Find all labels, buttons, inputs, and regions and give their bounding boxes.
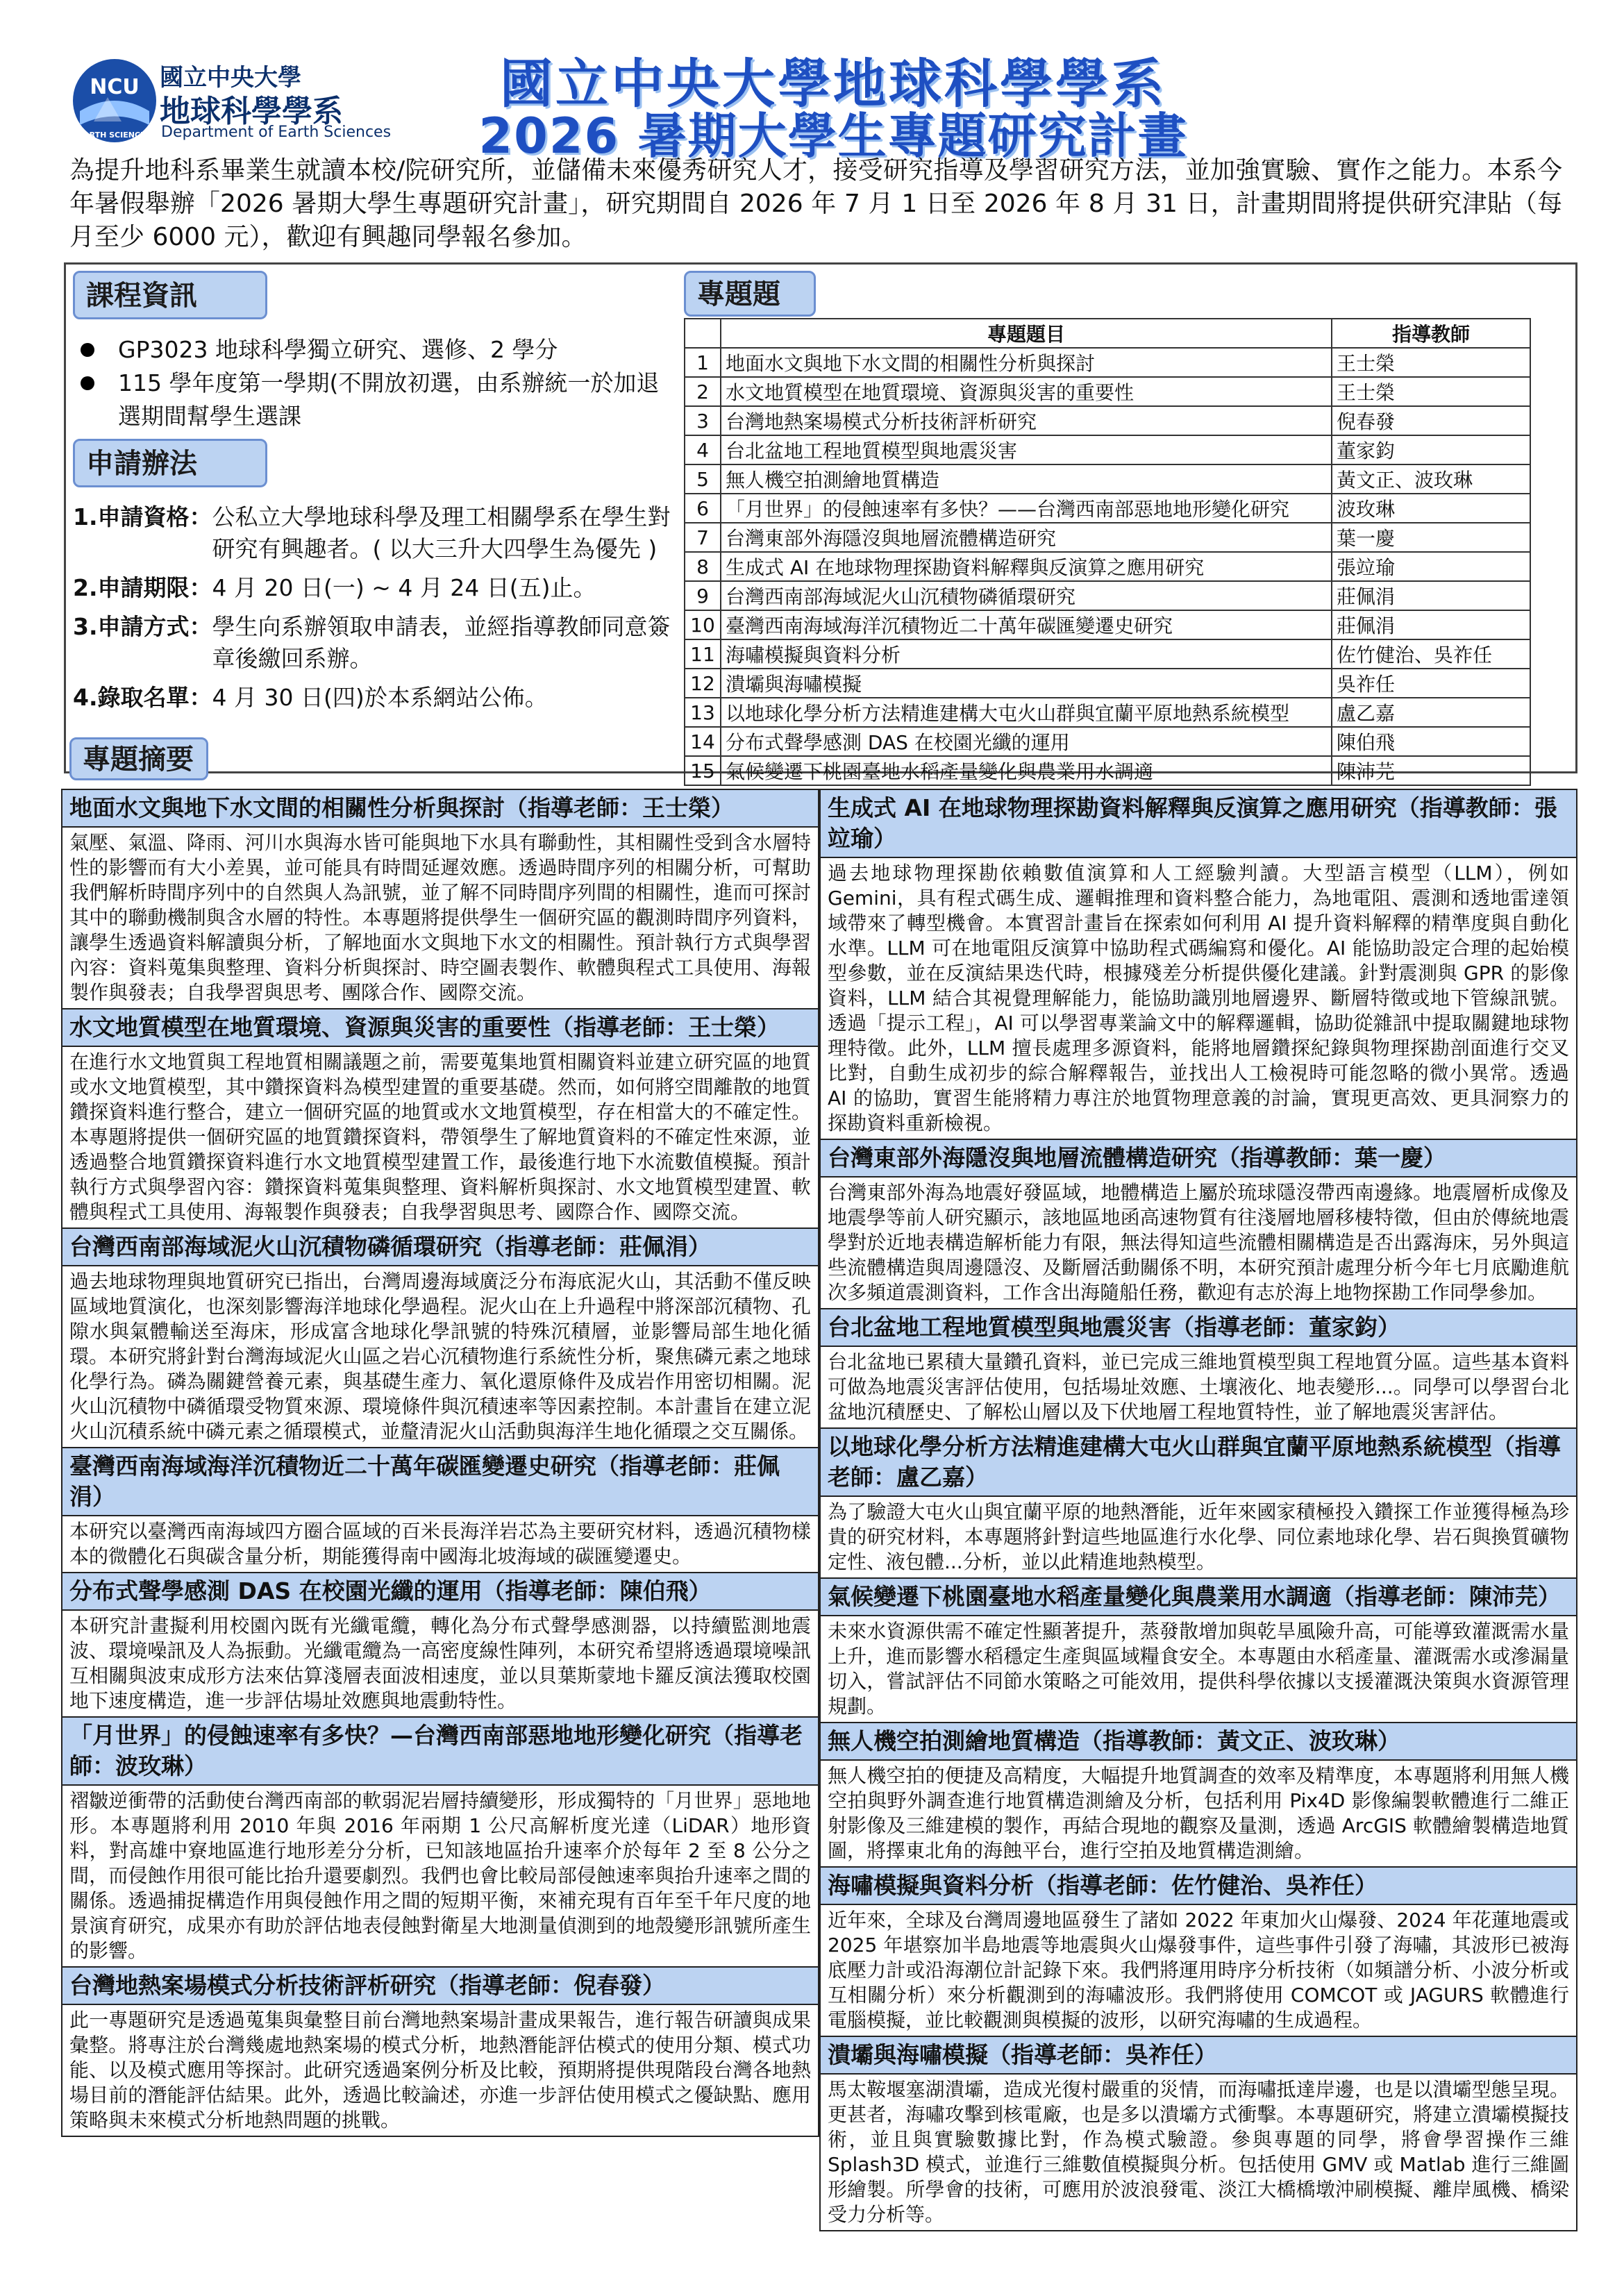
abstract-body: 在進行水文地質與工程地質相關議題之前，需要蒐集地質相關資料並建立研究區的地質或水文地質模型，其中鑽探資料為模型建置的重要基礎。然而，如何將空間離散的地質鑽探資料進行整合，建立一個研究區的地質或水文地質模型，存在相當大的不確定性。本專題將提供一個研究區的地質鑽探資料，帶領學生了解地質資料的不確定性來源，並透過整合地質鑽探資料進行水文地質模型建置工作，最後進行地下水流數值模擬。預計執行方式與學習內容：鑽探資料蒐集與整理、資料解析與探討、水文地質模型建置、軟體與程式工具使用、海報製作與發表；自我學習與思考、國際合作、國際交流。 (69, 1050, 811, 1223)
topic-title: 分布式聲學感測 DAS 在校園光纖的運用 (721, 727, 1332, 756)
abstract-block (61, 1227, 819, 1448)
topic-number: 8 (685, 552, 721, 581)
apply-item (73, 611, 677, 675)
topic-advisor: 莊佩涓 (1332, 610, 1530, 639)
abstract-block (819, 1139, 1577, 1309)
topic-advisor: 王士榮 (1332, 377, 1530, 406)
abstract-body: 褶皺逆衝帶的活動使台灣西南部的軟弱泥岩層持續變形，形成獨特的「月世界」惡地地形。本專題將利用 2010 年與 2016 年兩期 1 公尺高解析度光達（LiDAR）地形資料，對高雄中寮地區進行地形差分分析，已知該地區抬升速率介於每年 2 至 8 公分之間，而侵蝕作用很可能比抬升還要劇烈。我們也會比較局部侵蝕速率與抬升速率之間的關係。透過捕捉構造作用與侵蝕作用之間的短期平衡，來補充現有百年至千年尺度的地景演育研究，成果亦有助於評估地表侵蝕對衛星大地測量偵測到的地殼變形訊號所產生的影響。 (69, 1789, 811, 1962)
course-info-item: GP3023 地球科學獨立研究、選修、2 學分 (76, 333, 667, 367)
topic-advisor: 葉一慶 (1332, 523, 1530, 552)
topic-title: 無人機空拍測繪地質構造 (721, 464, 1332, 494)
topic-number: 14 (685, 727, 721, 756)
dept-name-zh-1: 國立中央大學 (160, 64, 301, 92)
abstract-block (819, 1722, 1577, 1868)
abstract-block (819, 1427, 1577, 1579)
apply-method-list (73, 501, 677, 721)
table-row (685, 523, 1530, 552)
abstract-body: 無人機空拍的便捷及高精度，大幅提升地質調查的效率及精準度，本專題將利用無人機空拍與野外調查進行地質構造測繪及分析，包括利用 Pix4D 影像編製軟體進行二維正射影像及三維建模的製作，再結合現地的觀察及量測，透過 ArcGIS 軟體繪製構造地質圖，將擇東北角的海蝕平台，進行空拍及地質構造測繪。 (828, 1764, 1569, 1862)
topics-heading: 專題題 (684, 271, 816, 317)
table-row (685, 552, 1530, 581)
topic-advisor: 張竝瑜 (1332, 552, 1530, 581)
topic-number: 11 (685, 639, 721, 669)
abstract-block (61, 1716, 819, 1968)
apply-item-label: 3.申請方式： (73, 613, 212, 640)
topic-number: 10 (685, 610, 721, 639)
course-info-item: 115 學年度第一學期(不開放初選，由系辦統一於加退選期間幫學生選課 (76, 367, 667, 433)
table-row (685, 435, 1530, 464)
table-row (685, 639, 1530, 669)
abstracts-right-column (819, 790, 1577, 2231)
abstract-title: 生成式 AI 在地球物理探勘資料解釋與反演算之應用研究（指導教師：張竝瑜） (821, 790, 1576, 858)
topic-advisor: 吳祚任 (1332, 669, 1530, 698)
abstract-title: 海嘯模擬與資料分析（指導老師：佐竹健治、吳祚任） (821, 1868, 1576, 1905)
topics-table (684, 318, 1531, 786)
apply-item-text: 公私立大學地球科學及理工相關學系在學生對研究有興趣者。( 以大三升大四學生為優先 ) (212, 503, 671, 562)
table-row (685, 727, 1530, 756)
table-row (685, 698, 1530, 727)
topic-title: 海嘯模擬與資料分析 (721, 639, 1332, 669)
page-title-line2: 2026 暑期大學生專題研究計畫 (478, 108, 1188, 165)
abstract-title: 分布式聲學感測 DAS 在校園光纖的運用（指導老師：陳伯飛） (62, 1573, 818, 1611)
abstract-body: 本研究以臺灣西南海域四方圈合區域的百米長海洋岩芯為主要研究材料，透過沉積物樣本的微體化石與碳含量分析，期能獲得南中國海北坡海域的碳匯變遷史。 (69, 1520, 811, 1568)
topic-title: 潰壩與海嘯模擬 (721, 669, 1332, 698)
apply-item (73, 572, 677, 604)
topic-title: 生成式 AI 在地球物理探勘資料解釋與反演算之應用研究 (721, 552, 1332, 581)
abstract-body: 為了驗證大屯火山與宜蘭平原的地熱潛能，近年來國家積極投入鑽探工作並獲得極為珍貴的研究材料，本專題將針對這些地區進行水化學、同位素地球化學、岩石與換質礦物定性、液包體...分析，並以此精進地熱模型。 (828, 1500, 1569, 1573)
apply-item-text: 4 月 20 日(一) ~ 4 月 24 日(五)止。 (212, 574, 596, 601)
topic-title: 氣候變遷下桃園臺地水稻產量變化與農業用水調適 (721, 756, 1332, 785)
topic-title: 水文地質模型在地質環境、資源與災害的重要性 (721, 377, 1332, 406)
topic-number: 13 (685, 698, 721, 727)
ncu-earth-sciences-logo-icon (69, 56, 160, 146)
course-info-heading: 課程資訊 (73, 271, 267, 319)
page-header (0, 0, 1624, 165)
topic-advisor: 倪春發 (1332, 406, 1530, 435)
apply-item-label: 4.錄取名單： (73, 684, 212, 711)
abstract-title: 無人機空拍測繪地質構造（指導教師：黃文正、波玫琳） (821, 1723, 1576, 1761)
apply-item-label: 2.申請期限： (73, 574, 212, 601)
topic-advisor: 黃文正、波玫琳 (1332, 464, 1530, 494)
abstract-block (61, 1572, 819, 1718)
apply-item (73, 501, 677, 565)
topic-advisor: 陳沛芫 (1332, 756, 1530, 785)
abstracts-left-column (61, 790, 819, 2137)
dept-name-en: Department of Earth Sciences (161, 124, 392, 141)
topic-number: 1 (685, 348, 721, 377)
abstract-block (819, 1577, 1577, 1723)
topic-advisor: 盧乙嘉 (1332, 698, 1530, 727)
table-row (685, 464, 1530, 494)
topic-number: 9 (685, 581, 721, 610)
abstract-block (819, 1866, 1577, 2037)
abstract-body: 本研究計畫擬利用校園內既有光纖電纜，轉化為分布式聲學感測器，以持續監測地震波、環境噪訊及人為振動。光纖電纜為一高密度線性陣列，本研究希望將透過環境噪訊互相關與波束成形方法來估算淺層表面波相速度，並以貝葉斯蒙地卡羅反演法獲取校園地下速度構造，進一步評估場址效應與地震動特性。 (69, 1614, 811, 1712)
abstracts-heading: 專題摘要 (69, 737, 208, 780)
abstract-title: 臺灣西南海域海洋沉積物近二十萬年碳匯變遷史研究（指導老師：莊佩涓） (62, 1448, 818, 1516)
dept-name-zh-2: 地球科學學系 (160, 94, 343, 129)
table-row (685, 377, 1530, 406)
abstract-block (61, 1447, 819, 1573)
topic-title: 以地球化學分析方法精進建構大屯火山群與宜蘭平原地熱系統模型 (721, 698, 1332, 727)
topic-title: 台北盆地工程地質模型與地震災害 (721, 435, 1332, 464)
abstract-body: 過去地球物理探勘依賴數值演算和人工經驗判讀。大型語言模型（LLM），例如 Gemini，具有程式碼生成、邏輯推理和資料整合能力，為地電阻、震測和透地雷達領域帶來了轉型機會。本實習計畫旨在探索如何利用 AI 提升資料解釋的精準度與自動化水準。LLM 可在地電阻反演算中協助程式碼編寫和優化。AI 能協助設定合理的起始模型參數，並在反演結果迭代時，根據殘差分析提供優化建議。針對震測與 GPR 的影像資料，LLM 結合其視覺理解能力，能協助識別地層邊界、斷層特徵或地下管線訊號。透過「提示工程」，AI 可以學習專業論文中的解釋邏輯，協助從雜訊中提取關鍵地球物理特徵。此外，LLM 擅長處理多源資料，能將地層鑽探紀錄與物理探勘剖面進行交叉比對，自動生成初步的綜合解釋報告，並找出人工檢視時可能忽略的微小異常。透過 AI 的協助，實習生能將精力專注於地質物理意義的討論，實現更高效、更具洞察力的探勘資料重新檢視。 (828, 862, 1569, 1134)
topic-title: 「月世界」的侵蝕速率有多快？——台灣西南部惡地地形變化研究 (721, 494, 1332, 523)
table-row (685, 494, 1530, 523)
apply-item-text: 4 月 30 日(四)於本系網站公佈。 (212, 684, 548, 711)
abstract-title: 台灣地熱案場模式分析技術評析研究（指導老師：倪春發） (62, 1968, 818, 2005)
abstract-body: 台北盆地已累積大量鑽孔資料，並已完成三維地質模型與工程地質分區。這些基本資料可做為地震災害評估使用，包括場址效應、土壤液化、地表變形...。同學可以學習台北盆地沉積歷史、了解松山層以及下伏地層工程地質特性，並了解地震災害評估。 (828, 1350, 1569, 1423)
table-row (685, 348, 1530, 377)
abstract-block (819, 789, 1577, 1140)
abstract-title: 潰壩與海嘯模擬（指導老師：吳祚任） (821, 2037, 1576, 2075)
topics-header-row (685, 319, 1530, 348)
topic-number: 7 (685, 523, 721, 552)
abstract-body: 近年來，全球及台灣周邊地區發生了諸如 2022 年東加火山爆發、2024 年花蓮地震或 2025 年堪察加半島地震等地震與火山爆發事件，這些事件引發了海嘯，其波形已被海底壓力計或沿海潮位計記錄下來。我們將運用時序分析技術（如頻譜分析、小波分析或互相關分析）來分析觀測到的海嘯波形。我們將使用 COMCOT 或 JAGURS 軟體進行電腦模擬，並比較觀測與模擬的波形，以研究海嘯的生成過程。 (828, 1909, 1569, 2031)
topic-number: 5 (685, 464, 721, 494)
topic-advisor: 董家鈞 (1332, 435, 1530, 464)
topics-header-cell (685, 319, 721, 348)
apply-method-heading: 申請辦法 (73, 439, 267, 487)
page-title-line1: 國立中央大學地球科學學系 (500, 53, 1166, 115)
table-row (685, 581, 1530, 610)
topic-advisor: 陳伯飛 (1332, 727, 1530, 756)
topic-number: 2 (685, 377, 721, 406)
table-row (685, 756, 1530, 785)
course-info-list (76, 333, 667, 433)
apply-item-text: 學生向系辦領取申請表，並經指導教師同意簽章後繳回系辦。 (212, 613, 671, 672)
topic-title: 臺灣西南海域海洋沉積物近二十萬年碳匯變遷史研究 (721, 610, 1332, 639)
topic-title: 台灣西南部海域泥火山沉積物磷循環研究 (721, 581, 1332, 610)
topic-number: 15 (685, 756, 721, 785)
abstract-block (61, 1966, 819, 2137)
abstract-title: 台灣東部外海隱沒與地層流體構造研究（指導教師：葉一慶） (821, 1140, 1576, 1178)
abstract-body: 馬太鞍堰塞湖潰壩，造成光復村嚴重的災情，而海嘯抵達岸邊，也是以潰壩型態呈現。更甚者，海嘯攻擊到核電廠，也是多以潰壩方式衝擊。本專題研究，將建立潰壩模擬技術，並且與實驗數據比對，作為模式驗證。參與專題的同學，將會學習操作三維 Splash3D 模式，並進行三維數值模擬與分析。包括使用 GMV 或 Matlab 進行三維圖形繪製。所學會的技術，可應用於波浪發電、淡江大橋橋墩沖刷模擬、離岸風機、橋梁受力分析等。 (828, 2078, 1569, 2226)
topics-body (685, 348, 1530, 785)
topic-advisor: 莊佩涓 (1332, 581, 1530, 610)
abstracts-section (61, 790, 1577, 2276)
topic-number: 12 (685, 669, 721, 698)
topic-advisor: 王士榮 (1332, 348, 1530, 377)
abstract-title: 地面水文與地下水文間的相關性分析與探討（指導老師：王士榮） (62, 790, 818, 828)
topics-header-cell: 專題題目 (721, 319, 1332, 348)
abstract-title: 「月世界」的侵蝕速率有多快？—台灣西南部惡地地形變化研究（指導老師：波玫琳） (62, 1718, 818, 1786)
table-row (685, 610, 1530, 639)
abstract-body: 氣壓、氣溫、降雨、河川水與海水皆可能與地下水具有聯動性，其相關性受到含水層特性的影響而有大小差異，並可能具有時間延遲效應。透過時間序列的相關分析，可幫助我們解析時間序列中的自然與人為訊號，並了解不同時間序列間的相關性，進而可探討其中的聯動機制與含水層的特性。本專題將提供學生一個研究區的觀測時間序列資料，讓學生透過資料解讀與分析，了解地面水文與地下水文的相關性。預計執行方式與學習內容：資料蒐集與整理、資料分析與探討、時空圖表製作、軟體與程式工具使用、海報製作與發表；自我學習與思考、團隊合作、國際交流。 (69, 831, 811, 1004)
abstract-title: 台灣西南部海域泥火山沉積物磷循環研究（指導老師：莊佩涓） (62, 1229, 818, 1266)
apply-item-label: 1.申請資格： (73, 503, 212, 530)
topic-number: 6 (685, 494, 721, 523)
topic-number: 4 (685, 435, 721, 464)
abstract-title: 水文地質模型在地質環境、資源與災害的重要性（指導老師：王士榮） (62, 1009, 818, 1047)
topic-title: 台灣東部外海隱沒與地層流體構造研究 (721, 523, 1332, 552)
logo-text: NCU (90, 75, 140, 99)
abstract-body: 台灣東部外海為地震好發區域，地體構造上屬於琉球隱沒帶西南邊緣。地震層析成像及地震學等前人研究顯示，該地區地函高速物質有往淺層地層移棲特徵，但由於傳統地震學對於近地表構造解析能力有限，無法得知這些流體相關構造是否出露海床，另外與這些流體構造與周邊隱沒、及斷層活動關係不明，本研究預計處理分析今年七月底勵進航次多頻道震測資料，工作含出海隨船任務，歡迎有志於海上地物探勘工作同學參加。 (828, 1181, 1569, 1304)
topic-title: 台灣地熱案場模式分析技術評析研究 (721, 406, 1332, 435)
topic-number: 3 (685, 406, 721, 435)
abstract-block (61, 1008, 819, 1229)
abstract-body: 過去地球物理與地質研究已指出，台灣周邊海域廣泛分布海底泥火山，其活動不僅反映區域地質演化，也深刻影響海洋地球化學過程。泥火山在上升過程中將深部沉積物、孔隙水與氣體輸送至海床，形成富含地球化學訊號的特殊沉積層，並影響局部生地化循環。本研究將針對台灣海域泥火山區之岩心沉積物進行系統性分析，聚焦磷元素之地球化學行為。磷為關鍵營養元素，與基礎生產力、氧化還原條件及成岩作用密切相關。泥火山沉積物中磷循環受物質來源、環境條件與沉積速率等因素控制。本計畫旨在建立泥火山沉積系統中磷元素之循環模式，並釐清泥火山活動與海洋生地化循環之交互關係。 (69, 1270, 811, 1443)
abstract-title: 氣候變遷下桃園臺地水稻產量變化與農業用水調適（指導老師：陳沛芫） (821, 1579, 1576, 1616)
topic-advisor: 波玫琳 (1332, 494, 1530, 523)
topic-advisor: 佐竹健治、吳祚任 (1332, 639, 1530, 669)
abstract-body: 未來水資源供需不確定性顯著提升，蒸發散增加與乾旱風險升高，可能導致灌溉需水量上升，進而影響水稻穩定生產與區域糧食安全。本專題由水稻產量、灌溉需水或滲漏量切入，嘗試評估不同節水策略之可能效用，提供科學依據以支援灌溉決策與水資源管理規劃。 (828, 1620, 1569, 1718)
logo-sub: EARTH SCIENCES (78, 131, 151, 140)
intro-paragraph: 為提升地科系畢業生就讀本校/院研究所，並儲備未來優秀研究人才，接受研究指導及學習研究方法，並加強實驗、實作之能力。本系今年暑假舉辦「2026 暑期大學生專題研究計畫」，研究期間自 2026 年 7 月 1 日至 2026 年 8 月 31 日，計畫期間將提供研究津貼（每月至少 6000 元），歡迎有興趣同學報名參加。 (69, 156, 1562, 251)
apply-item (73, 682, 677, 714)
abstract-title: 以地球化學分析方法精進建構大屯火山群與宜蘭平原地熱系統模型（指導老師：盧乙嘉） (821, 1429, 1576, 1497)
table-row (685, 669, 1530, 698)
abstract-block (819, 2036, 1577, 2231)
abstract-title: 台北盆地工程地質模型與地震災害（指導老師：董家鈞） (821, 1309, 1576, 1347)
abstract-block (819, 1308, 1577, 1429)
abstract-body: 此一專題研究是透過蒐集與彙整目前台灣地熱案場計畫成果報告，進行報告研讀與成果彙整。將專注於台灣幾處地熱案場的模式分析，地熱潛能評估模式的使用分類、模式功能、以及模式應用等探討。此研究透過案例分析及比較，預期將提供現階段台灣各地熱場目前的潛能評估結果。此外，透過比較論述，亦進一步評估使用模式之優缺點、應用策略與未來模式分析地熱問題的挑戰。 (69, 2009, 811, 2131)
topic-title: 地面水文與地下水文間的相關性分析與探討 (721, 348, 1332, 377)
topics-header-cell: 指導教師 (1332, 319, 1530, 348)
table-row (685, 406, 1530, 435)
abstract-block (61, 789, 819, 1009)
